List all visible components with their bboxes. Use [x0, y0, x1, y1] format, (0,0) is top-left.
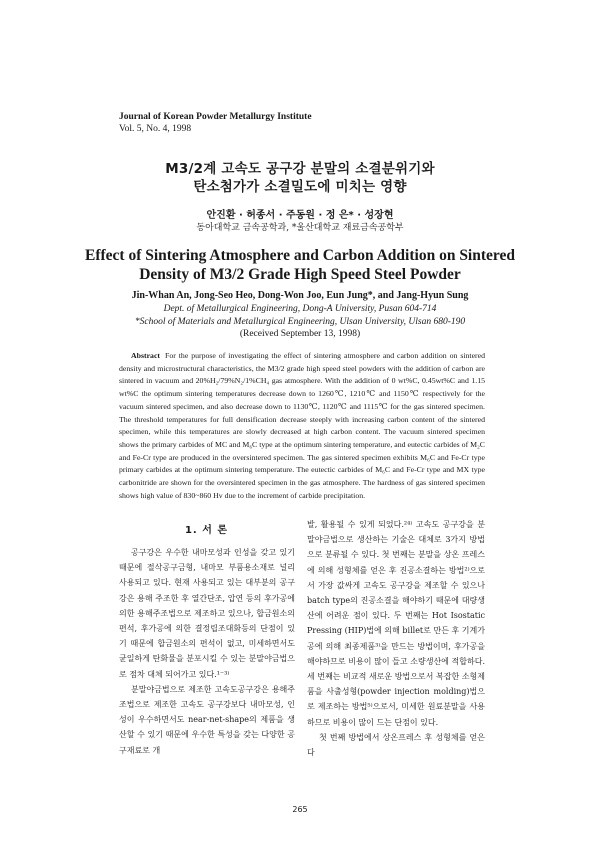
korean-title-line2: 탄소첨가가 소결밀도에 미치는 영향 — [193, 179, 407, 195]
abstract-label: Abstract — [131, 351, 161, 360]
paragraph: 발, 활용될 수 있게 되었다.²⁴⁾ 고속도 공구강을 분말야금법으로 생산하는 기술은 대체로 3가지 방법으로 분류될 수 있다. 첫 번째는 분말을 상온 프레스에 의해 성형체를 얻은 후 진공소결하는 방법²⁾으로서 가장 값싸게 고속도 공구강을 제조할 수 있으나 batch type의 진공소결을 해야하기 때문에 대량생산에 어려운 점이 있다. 두 번째는 Hot Isostatic Pressing (HIP)법에 의해 billet로 만든 후 기계가공에 의해 최종제품³⁾을 만드는 방법이며, 후가공을 해야하므로 비용이 많이 들고 소량생산에 적합하다. 세 번째는 비교적 새로운 방법으로서 복잡한 소형제품을 사출성형(powder injection molding)법으로 제조하는 방법⁵⁾으로서, 미세한 원료분말을 사용하므로 비용이 많이 드는 단점이 있다. — [307, 520, 485, 727]
journal-header — [119, 112, 312, 135]
abstract-text: For the purpose of investigating the effect of sintering atmosphere and carbon addition on sintered density and microstructural characteristics, the M3/2 grade high speed steel powders with the addition of carbon are sintered in vacuum and 20%H₂/79%N₂/1%CH₄ gas atmosphere. With the addition of 0 wt%C, 0.45wt%C and 1.15 wt%C the optimum sintering temperatures decrease down to 1260℃, 1210℃ and 1150℃ respectively for the vacuum sintered specimen, and also decrease down to 1130℃, 1120℃ and 1115℃ for the gas sintered specimen. The threshold temperatures for full densification decrease steeply with increasing carbon content of the sintered specimen, while this temperatures are slowly decreased at high carbon content. The vacuum sintered specimen shows the primary carbides of MC and M₆C type at the optimum sintering temperature, and eutectic carbides of M₂C and Fe-Cr type are produced in the oversintered specimen. The gas sintered specimen exhibits M₆C and Fe-Cr type primary carbides at the optimum sintering temperature. The eutectic carbides of M₆C and Fe-Cr type and MX type carbonitride are shown for the oversintered specimen in the gas atmosphere. The hardness of gas sintered specimen shows high value of 830~860 Hv due to the increment of carbide precipitation. — [119, 351, 485, 500]
korean-authors: 안진환 · 허종서 · 주동원 · 정 은* · 성장현 — [206, 210, 394, 221]
abstract — [119, 350, 485, 502]
journal-name: Journal of Korean Powder Metallurgy Institute — [119, 112, 312, 122]
paragraph: 공구강은 우수한 내마모성과 인성을 갖고 있기 때문에 절삭공구금형, 내마모 부품용소재로 널리 사용되고 있다. 현재 사용되고 있는 대부분의 공구강은 용해 주조한 후 열간단조, 압연 등의 후가공에 의한 용해주조법으로 제조하고 있으나, 합금원소의 편석, 후가공에 의한 결정립조대화등의 단점이 있기 때문에 합금원소의 편석이 없고, 미세하면서도 균일하게 탄화물을 분포시킬 수 있는 분말야금법으로 점차 대체 되어가고 있다.¹⁻³⁾ — [119, 548, 295, 679]
received-date: (Received September 13, 1998) — [239, 329, 361, 339]
paragraph: 첫 번째 방법에서 상온프레스 후 성형체를 얻은 다 — [307, 732, 485, 758]
english-title-line1: Effect of Sintering Atmosphere and Carbon Addition on Sintered — [84, 247, 516, 264]
paragraph: 분말야금법으로 제조한 고속도공구강은 용해주조법으로 제조한 고속도 공구강보다 내마모성, 인성이 우수하면서도 near-net-shape의 제품을 생산할 수 있기 때문에 우수한 특성을 갖는 다양한 공구재료로 개 — [119, 684, 295, 755]
korean-title-line1: M3/2계 고속도 공구강 분말의 소결분위기와 — [165, 161, 435, 177]
affiliation-ulsan: *School of Materials and Metallurgical Engineering, Ulsan University, Ulsan 680-190 — [134, 316, 466, 327]
page-number: 265 — [292, 805, 308, 814]
english-affiliation — [60, 303, 540, 341]
english-title — [60, 246, 540, 284]
korean-affiliation: 동아대학교 금속공학과, *울산대학교 재료금속공학부 — [196, 223, 404, 233]
body-column-right — [307, 517, 485, 760]
affiliation-dong-a: Dept. of Metallurgical Engineering, Dong-A University, Pusan 604-714 — [163, 304, 437, 314]
english-authors: Jin-Whan An, Jong-Seo Heo, Dong-Won Joo, Eun Jung*, and Jang-Hyun Sung — [131, 290, 469, 301]
body-column-left — [119, 545, 295, 758]
english-title-line2: Density of M3/2 Grade High Speed Steel Powder — [139, 266, 461, 283]
section-heading-introduction: 1. 서 론 — [184, 525, 229, 536]
korean-title — [60, 160, 540, 196]
volume-info: Vol. 5, No. 4, 1998 — [119, 123, 192, 134]
